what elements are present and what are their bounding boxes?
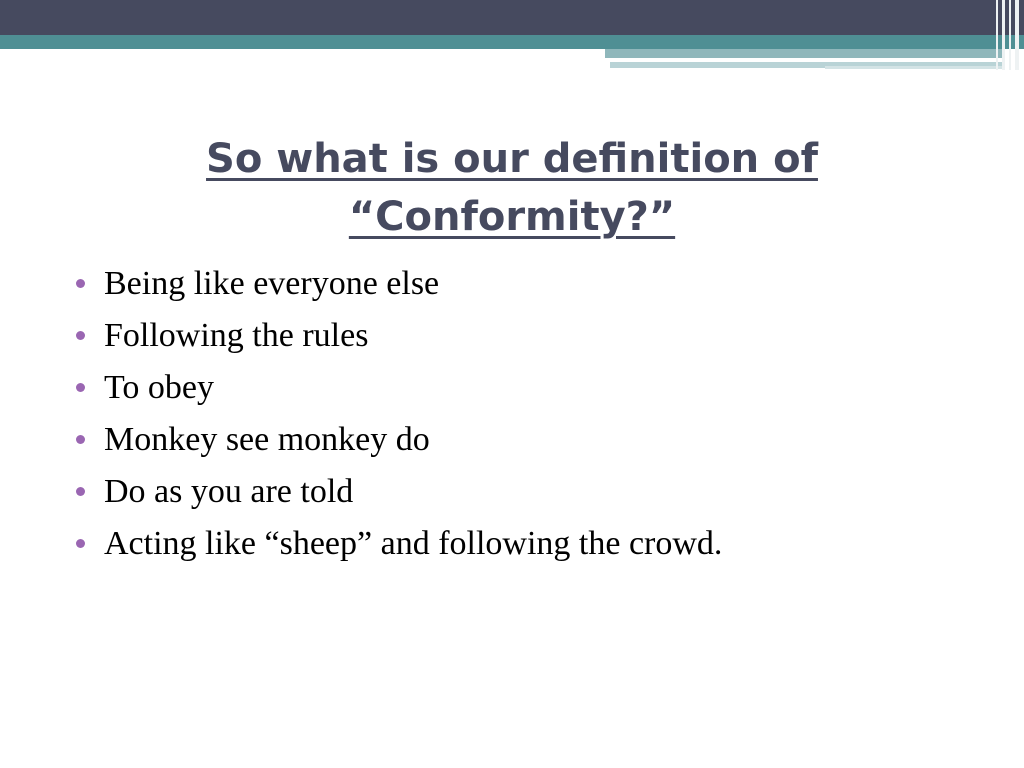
- slide-title-line-1: So what is our definition of: [206, 136, 818, 182]
- bullet-dot-icon: [76, 539, 85, 548]
- header-accent-gap: [605, 58, 1005, 61]
- bullet-item: [76, 518, 976, 570]
- bullet-text: Acting like “sheep” and following the crowd.: [104, 525, 723, 562]
- bullet-text: Do as you are told: [104, 473, 354, 510]
- header-accent-strip-faint: [825, 66, 1005, 69]
- slide-title: [120, 130, 904, 246]
- header-bar-dark: [0, 0, 1024, 35]
- bullet-dot-icon: [76, 279, 85, 288]
- header-bar-teal: [0, 35, 1024, 49]
- bullet-list: [76, 258, 976, 570]
- bullet-item: [76, 362, 976, 414]
- bullet-dot-icon: [76, 331, 85, 340]
- bullet-item: [76, 414, 976, 466]
- header-vertical-lines: [992, 0, 1024, 70]
- bullet-text: Following the rules: [104, 317, 369, 354]
- bullet-dot-icon: [76, 435, 85, 444]
- bullet-text: To obey: [104, 369, 214, 406]
- slide-title-line-2: “Conformity?”: [348, 194, 676, 240]
- bullet-text: Monkey see monkey do: [104, 421, 430, 458]
- bullet-dot-icon: [76, 487, 85, 496]
- bullet-dot-icon: [76, 383, 85, 392]
- bullet-text: Being like everyone else: [104, 265, 440, 302]
- header-accent-strip: [605, 49, 1005, 58]
- bullet-item: [76, 258, 976, 310]
- bullet-item: [76, 466, 976, 518]
- bullet-item: [76, 310, 976, 362]
